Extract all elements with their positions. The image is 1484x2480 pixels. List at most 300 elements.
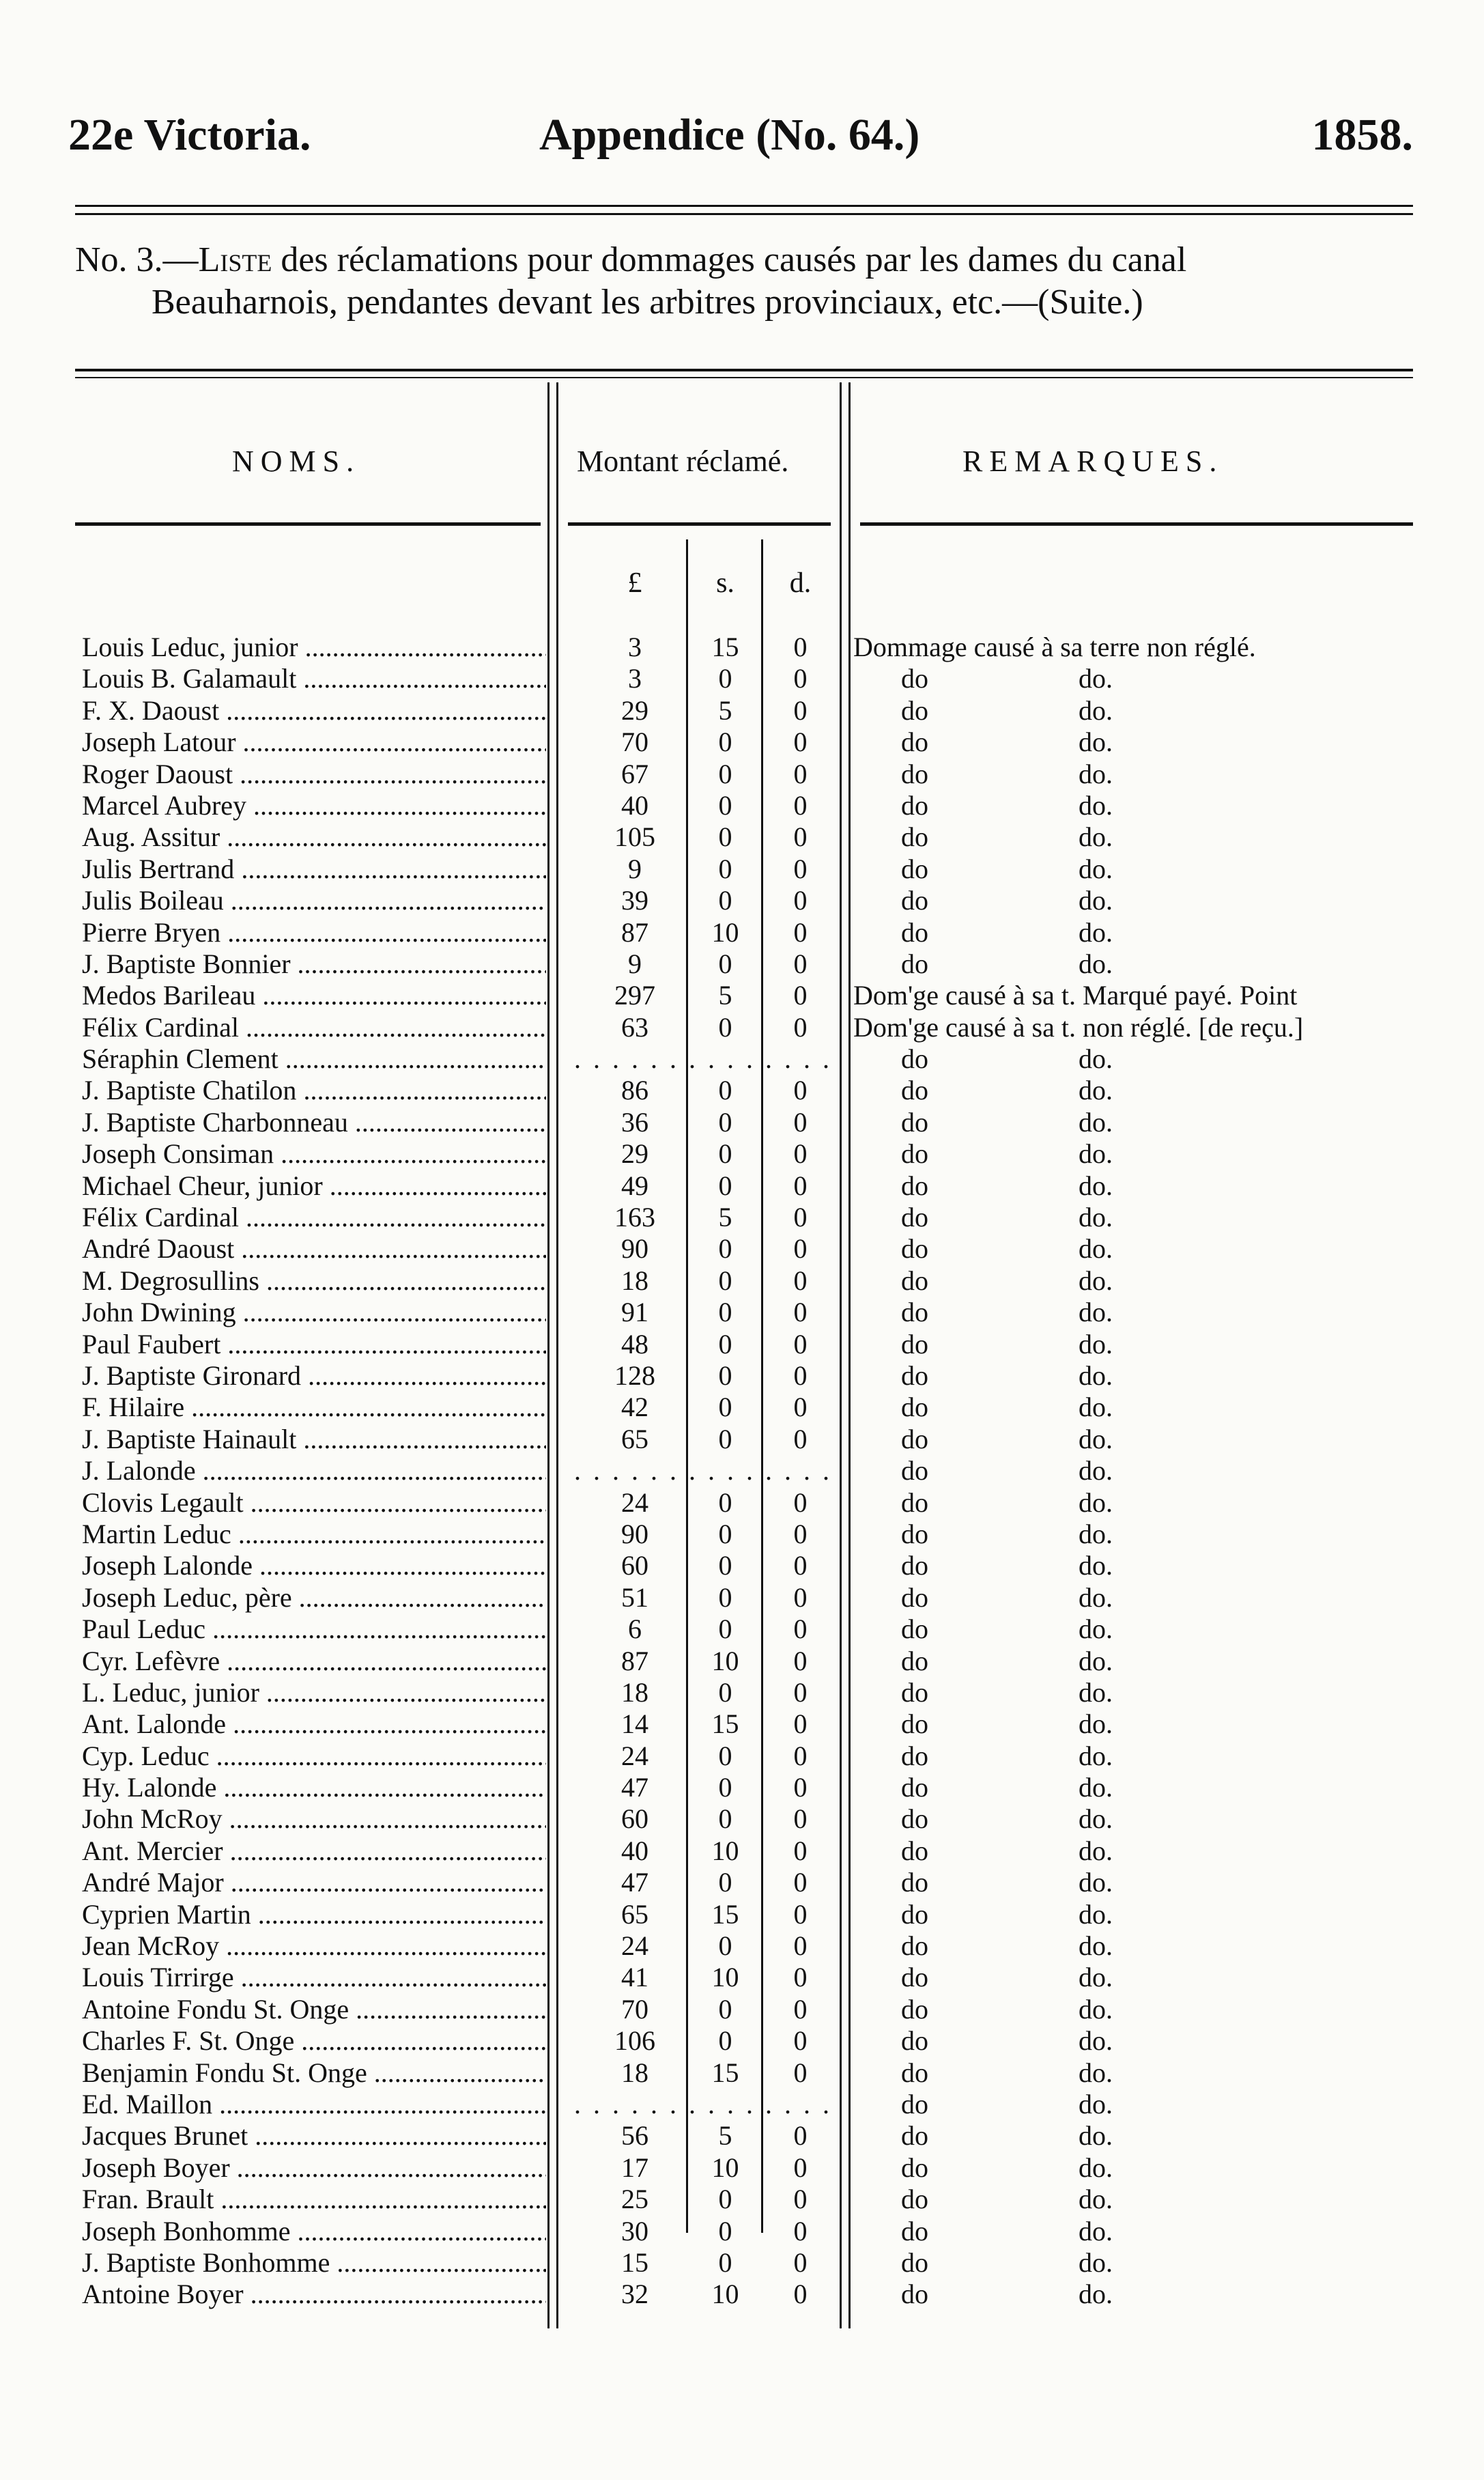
amount-shillings: 0 [718,1328,732,1359]
amount-pence: 0 [793,1614,808,1645]
claimant-name: Ant. Mercier ..... [82,1835,546,1867]
remark-ditto: do. [1079,2120,1113,2152]
amount-blank: . . . . . . . . . . . . . . [574,2088,832,2119]
table-row [75,1075,1413,1106]
remark-ditto: do. [1079,948,1113,979]
amount-pounds: 3 [628,663,642,694]
amount-shillings: 10 [711,1645,739,1676]
amount-shillings: 10 [711,2279,739,2310]
header-rule-bottom [75,213,1413,215]
remark-ditto: do [901,2279,928,2310]
amount-pence: 0 [793,1708,808,1740]
amount-pence: 0 [793,1486,808,1518]
remark-ditto: do. [1079,694,1113,726]
table-row [75,1677,1413,1708]
claimant-name: Fran. Brault ..... [82,2184,546,2215]
amount-pounds: 41 [621,1962,648,1993]
claimant-name: Joseph Bonhomme ..... [82,2216,546,2247]
remark-ditto: do. [1079,1138,1113,1170]
table-row [75,1392,1413,1423]
remark-ditto: do [901,2088,928,2119]
amount-shillings: 0 [718,1075,732,1106]
amount-pence: 0 [793,727,808,758]
amount-pence: 0 [793,2025,808,2057]
amount-pounds: 70 [621,1993,648,2025]
amount-pence: 0 [793,1898,808,1930]
claimant-name: John Dwining ..... [82,1297,546,1328]
remark-ditto: do [901,1993,928,2025]
amount-pence: 0 [793,1423,808,1454]
claimant-name: Louis Leduc, junior ..... [82,632,546,663]
amount-pounds: 60 [621,1550,648,1581]
amount-blank: . . . . . . . . . . . . . . [574,1455,832,1486]
amount-pence: 0 [793,2215,808,2246]
remark-ditto: do [901,916,928,948]
amount-shillings: 0 [718,1392,732,1423]
claimant-name: André Daoust ..... [82,1233,546,1265]
claimant-name: Joseph Latour ..... [82,727,546,758]
amount-shillings: 0 [718,948,732,979]
claimant-name: J. Baptiste Charbonneau ..... [82,1107,546,1138]
table-row [75,1519,1413,1550]
table-row [75,1107,1413,1138]
amount-shillings: 0 [718,663,732,694]
amount-pounds: 18 [621,1676,648,1708]
amount-shillings: 0 [718,1550,732,1581]
amount-pounds: 86 [621,1075,648,1106]
amount-shillings: 0 [718,1803,732,1835]
claimant-name: Joseph Leduc, père ..... [82,1582,546,1614]
table-row [75,1962,1413,1993]
claimant-name: Séraphin Clement ..... [82,1043,546,1075]
amount-pounds: 51 [621,1581,648,1613]
remark-ditto: do. [1079,1645,1113,1676]
amount-pounds: 17 [621,2152,648,2183]
amount-pounds: 24 [621,1930,648,1962]
table-rule-top-thin [75,377,1413,378]
remark-ditto: do. [1079,1106,1113,1138]
amount-shillings: 5 [718,694,732,726]
amount-pounds: 14 [621,1708,648,1740]
remark-ditto: do [901,1359,928,1391]
amount-shillings: 0 [718,2025,732,2057]
table-row [75,1708,1413,1740]
amount-pence: 0 [793,1645,808,1676]
amount-pounds: 36 [621,1106,648,1138]
remark-ditto: do. [1079,1708,1113,1740]
amount-pence: 0 [793,1297,808,1328]
header-montant: Montant réclamé. [577,445,789,478]
amount-pounds: 90 [621,1233,648,1265]
remark-ditto: do [901,663,928,694]
remark-ditto: do [901,1835,928,1866]
table-row [75,1550,1413,1581]
remark-text: Dom'ge causé à sa t. Marqué payé. Point [853,980,1298,1011]
amount-pence: 0 [793,853,808,884]
amount-shillings: 5 [718,1202,732,1233]
amount-shillings: 0 [718,1233,732,1265]
remark-ditto: do. [1079,885,1113,916]
amount-pence: 0 [793,2246,808,2278]
remark-ditto: do. [1079,1486,1113,1518]
amount-pence: 0 [793,1676,808,1708]
amount-pence: 0 [793,758,808,789]
header-separator-noms [75,522,541,526]
remark-ditto: do. [1079,1075,1113,1106]
amount-pence: 0 [793,2279,808,2310]
amount-shillings: 5 [718,980,732,1011]
amount-shillings: 15 [711,632,739,662]
header-separator-remarques [860,522,1413,526]
amount-pence: 0 [793,1962,808,1993]
unit-pounds: £ [627,567,642,599]
remark-ditto: do. [1079,1898,1113,1930]
amount-shillings: 0 [718,1740,732,1771]
table-row [75,790,1413,821]
remark-ditto: do. [1079,1993,1113,2025]
remark-ditto: do [901,853,928,884]
amount-pounds: 105 [614,821,655,853]
claimant-name: Louis B. Galamault ..... [82,663,546,694]
table-row [75,1867,1413,1898]
remark-ditto: do [901,1075,928,1106]
remark-ditto: do [901,2057,928,2088]
claimant-name: Jacques Brunet ..... [82,2120,546,2152]
amount-pounds: 47 [621,1867,648,1898]
amount-shillings: 0 [718,1359,732,1391]
claimant-name: Jean McRoy ..... [82,1930,546,1962]
remark-ditto: do. [1079,727,1113,758]
amount-pence: 0 [793,663,808,694]
remark-ditto: do. [1079,2279,1113,2310]
table-row [75,1360,1413,1392]
amount-shillings: 15 [711,1898,739,1930]
remark-ditto: do [901,1423,928,1454]
amount-pounds: 47 [621,1772,648,1803]
amount-shillings: 0 [718,1930,732,1962]
claimant-name: J. Lalonde ..... [82,1455,546,1486]
table-row [75,2120,1413,2152]
amount-shillings: 10 [711,916,739,948]
table-row [75,1582,1413,1614]
remark-ditto: do [901,1803,928,1835]
remark-ditto: do. [1079,1265,1113,1296]
remark-ditto: do. [1079,1930,1113,1962]
amount-pounds: 70 [621,727,648,758]
amount-pounds: 9 [628,853,642,884]
amount-pounds: 63 [621,1011,648,1043]
remark-ditto: do [901,1455,928,1486]
amount-shillings: 10 [711,1835,739,1866]
amount-pence: 0 [793,1740,808,1771]
remark-ditto: do [901,948,928,979]
amount-pounds: 42 [621,1392,648,1423]
table-row [75,1233,1413,1265]
table-row [75,2025,1413,2057]
claimant-name: Paul Leduc ..... [82,1614,546,1645]
table-row [75,1772,1413,1803]
remark-ditto: do. [1079,1328,1113,1359]
table-row [75,2247,1413,2279]
remark-ditto: do [901,1708,928,1740]
table-row [75,1994,1413,2025]
amount-pence: 0 [793,1550,808,1581]
remark-ditto: do. [1079,916,1113,948]
amount-pence: 0 [793,1328,808,1359]
table-row [75,1202,1413,1233]
amount-shillings: 15 [711,1708,739,1740]
amount-shillings: 0 [718,758,732,789]
remark-ditto: do. [1079,1297,1113,1328]
remark-ditto: do [901,2120,928,2152]
amount-pounds: 65 [621,1898,648,1930]
table-row [75,821,1413,853]
amount-pounds: 90 [621,1518,648,1549]
table-row [75,1835,1413,1867]
table-caption [75,239,1413,324]
remark-ditto: do [901,2215,928,2246]
caption-line-2: Beauharnois, pendantes devant les arbitres provinciaux, etc.—(Suite.) [152,283,1143,322]
claimant-name: L. Leduc, junior ..... [82,1677,546,1708]
remark-ditto: do. [1079,1043,1113,1075]
table-row [75,1614,1413,1645]
amount-pounds: 39 [621,885,648,916]
amount-pence: 0 [793,1518,808,1549]
amount-pence: 0 [793,1359,808,1391]
amount-pence: 0 [793,1867,808,1898]
amount-shillings: 0 [718,1265,732,1296]
claimant-name: Marcel Aubrey ..... [82,790,546,821]
table-row [75,917,1413,948]
amount-shillings: 0 [718,821,732,853]
amount-shillings: 0 [718,789,732,821]
table-row [75,1265,1413,1297]
amount-pence: 0 [793,1772,808,1803]
claimant-name: Martin Leduc ..... [82,1519,546,1550]
remark-ditto: do [901,885,928,916]
amount-pounds: 40 [621,1835,648,1866]
amount-pounds: 56 [621,2120,648,2152]
amount-pounds: 6 [628,1614,642,1645]
claimant-name: Michael Cheur, junior ..... [82,1170,546,1202]
amount-pence: 0 [793,2057,808,2088]
remark-ditto: do. [1079,1423,1113,1454]
remark-ditto: do [901,1614,928,1645]
remark-ditto: do. [1079,1614,1113,1645]
amount-pence: 0 [793,1581,808,1613]
remark-ditto: do. [1079,1740,1113,1771]
claimant-name: Pierre Bryen ..... [82,917,546,948]
amount-pence: 0 [793,1993,808,2025]
amount-pounds: 15 [621,2246,648,2278]
claimant-name: F. Hilaire ..... [82,1392,546,1423]
amount-shillings: 15 [711,2057,739,2088]
amount-shillings: 0 [718,1011,732,1043]
amount-pounds: 163 [614,1202,655,1233]
remark-ditto: do [901,727,928,758]
header-remarques: REMARQUES. [962,445,1224,478]
amount-shillings: 0 [718,1772,732,1803]
claimant-name: Charles F. St. Onge ..... [82,2025,546,2057]
amount-pounds: 106 [614,2025,655,2057]
remark-ditto: do [901,1898,928,1930]
remark-ditto: do. [1079,1803,1113,1835]
header-noms: NOMS. [232,445,361,478]
remark-ditto: do [901,2246,928,2278]
claimant-name: John McRoy ..... [82,1803,546,1835]
amount-shillings: 10 [711,2152,739,2183]
amount-pounds: 48 [621,1328,648,1359]
claimant-name: F. X. Daoust ..... [82,695,546,727]
table-row [75,1170,1413,1202]
amount-pounds: 87 [621,916,648,948]
amount-pence: 0 [793,916,808,948]
amount-shillings: 0 [718,1486,732,1518]
remark-ditto: do. [1079,2246,1113,2278]
remark-ditto: do [901,2184,928,2215]
table-row [75,695,1413,727]
claimant-name: J. Baptiste Chatilon ..... [82,1075,546,1106]
header-rule-top [75,205,1413,207]
remark-ditto: do [901,1645,928,1676]
header-separator-montant [568,522,831,526]
amount-shillings: 0 [718,2215,732,2246]
amount-shillings: 0 [718,1581,732,1613]
claimant-name: Joseph Boyer ..... [82,2152,546,2184]
remark-ditto: do. [1079,1867,1113,1898]
amount-pence: 0 [793,1011,808,1043]
remark-ditto: do [901,694,928,726]
remark-ditto: do. [1079,2152,1113,2183]
remark-ditto: do [901,1233,928,1265]
remark-ditto: do [901,1772,928,1803]
claimant-name: Julis Bertrand ..... [82,854,546,885]
amount-pence: 0 [793,1930,808,1962]
remark-ditto: do [901,1138,928,1170]
table-row [75,1487,1413,1519]
claimant-name: Aug. Assitur ..... [82,821,546,853]
amount-pence: 0 [793,1202,808,1233]
claimant-name: Cyp. Leduc ..... [82,1741,546,1772]
table-row [75,1741,1413,1772]
remark-ditto: do. [1079,1581,1113,1613]
remark-ditto: do. [1079,663,1113,694]
remark-ditto: do. [1079,789,1113,821]
amount-pence: 0 [793,885,808,916]
claimant-name: Ed. Maillon ..... [82,2089,546,2120]
amount-shillings: 5 [718,2120,732,2152]
table-row [75,854,1413,885]
amount-pounds: 65 [621,1423,648,1454]
claimant-name: Paul Faubert ..... [82,1329,546,1360]
claimant-name: Roger Daoust ..... [82,759,546,790]
table-row [75,2152,1413,2184]
claimant-name: Joseph Lalonde ..... [82,1550,546,1581]
amount-shillings: 0 [718,1297,732,1328]
claimant-name: Benjamin Fondu St. Onge ..... [82,2057,546,2089]
table-row [75,1329,1413,1360]
amount-pounds: 24 [621,1486,648,1518]
amount-pounds: 3 [628,632,642,662]
remark-ditto: do. [1079,2057,1113,2088]
amount-pounds: 18 [621,1265,648,1296]
claimant-name: J. Baptiste Gironard ..... [82,1360,546,1392]
remark-ditto: do [901,2152,928,2183]
amount-pounds: 60 [621,1803,648,1835]
amount-pence: 0 [793,2184,808,2215]
table-rule-top [75,369,1413,371]
amount-shillings: 0 [718,1676,732,1708]
table-row [75,2279,1413,2310]
claimant-name: Joseph Consiman ..... [82,1138,546,1170]
claimant-name: J. Baptiste Hainault ..... [82,1424,546,1455]
amount-pounds: 67 [621,758,648,789]
table-row [75,1138,1413,1170]
remark-ditto: do. [1079,2184,1113,2215]
table-rows [75,632,1413,2311]
amount-pounds: 91 [621,1297,648,1328]
table-row [75,1646,1413,1677]
page-header [68,109,1413,184]
amount-shillings: 10 [711,1962,739,1993]
claimant-name: Julis Boileau ..... [82,885,546,916]
remark-ditto: do. [1079,1202,1113,1233]
amount-shillings: 0 [718,1106,732,1138]
amount-pounds: 9 [628,948,642,979]
remark-ditto: do [901,758,928,789]
remark-ditto: do [901,1550,928,1581]
amount-pence: 0 [793,1075,808,1106]
amount-pounds: 24 [621,1740,648,1771]
table-row [75,1930,1413,1962]
amount-pounds: 29 [621,694,648,726]
remark-ditto: do [901,1043,928,1075]
amount-pounds: 18 [621,2057,648,2088]
table-row [75,663,1413,694]
claimant-name: Medos Barileau ..... [82,980,546,1011]
claimant-name: Louis Tirrirge ..... [82,1962,546,1993]
remark-ditto: do [901,1392,928,1423]
claimant-name: Antoine Boyer ..... [82,2279,546,2310]
table-row [75,948,1413,980]
remark-ditto: do [901,2025,928,2057]
remark-ditto: do. [1079,2025,1113,2057]
remark-ditto: do. [1079,821,1113,853]
remark-ditto: do [901,821,928,853]
amount-pence: 0 [793,2152,808,2183]
amount-pence: 0 [793,1392,808,1423]
claimant-name: J. Baptiste Bonnier ..... [82,948,546,980]
amount-pence: 0 [793,1835,808,1866]
remark-ditto: do [901,1328,928,1359]
remark-ditto: do. [1079,1170,1113,1201]
remark-ditto: do. [1079,1392,1113,1423]
table-row [75,2216,1413,2247]
claimant-name: Antoine Fondu St. Onge ..... [82,1994,546,2025]
header-left: 22e Victoria. [68,110,311,160]
remark-ditto: do. [1079,1962,1113,1993]
amount-shillings: 0 [718,1423,732,1454]
amount-pence: 0 [793,694,808,726]
amount-shillings: 0 [718,1993,732,2025]
claimant-name: Félix Cardinal ..... [82,1012,546,1043]
table-row [75,1899,1413,1930]
claimant-name: Hy. Lalonde ..... [82,1772,546,1803]
amount-pence: 0 [793,948,808,979]
remark-ditto: do [901,1106,928,1138]
remark-ditto: do [901,1930,928,1962]
table-row [75,1455,1413,1486]
